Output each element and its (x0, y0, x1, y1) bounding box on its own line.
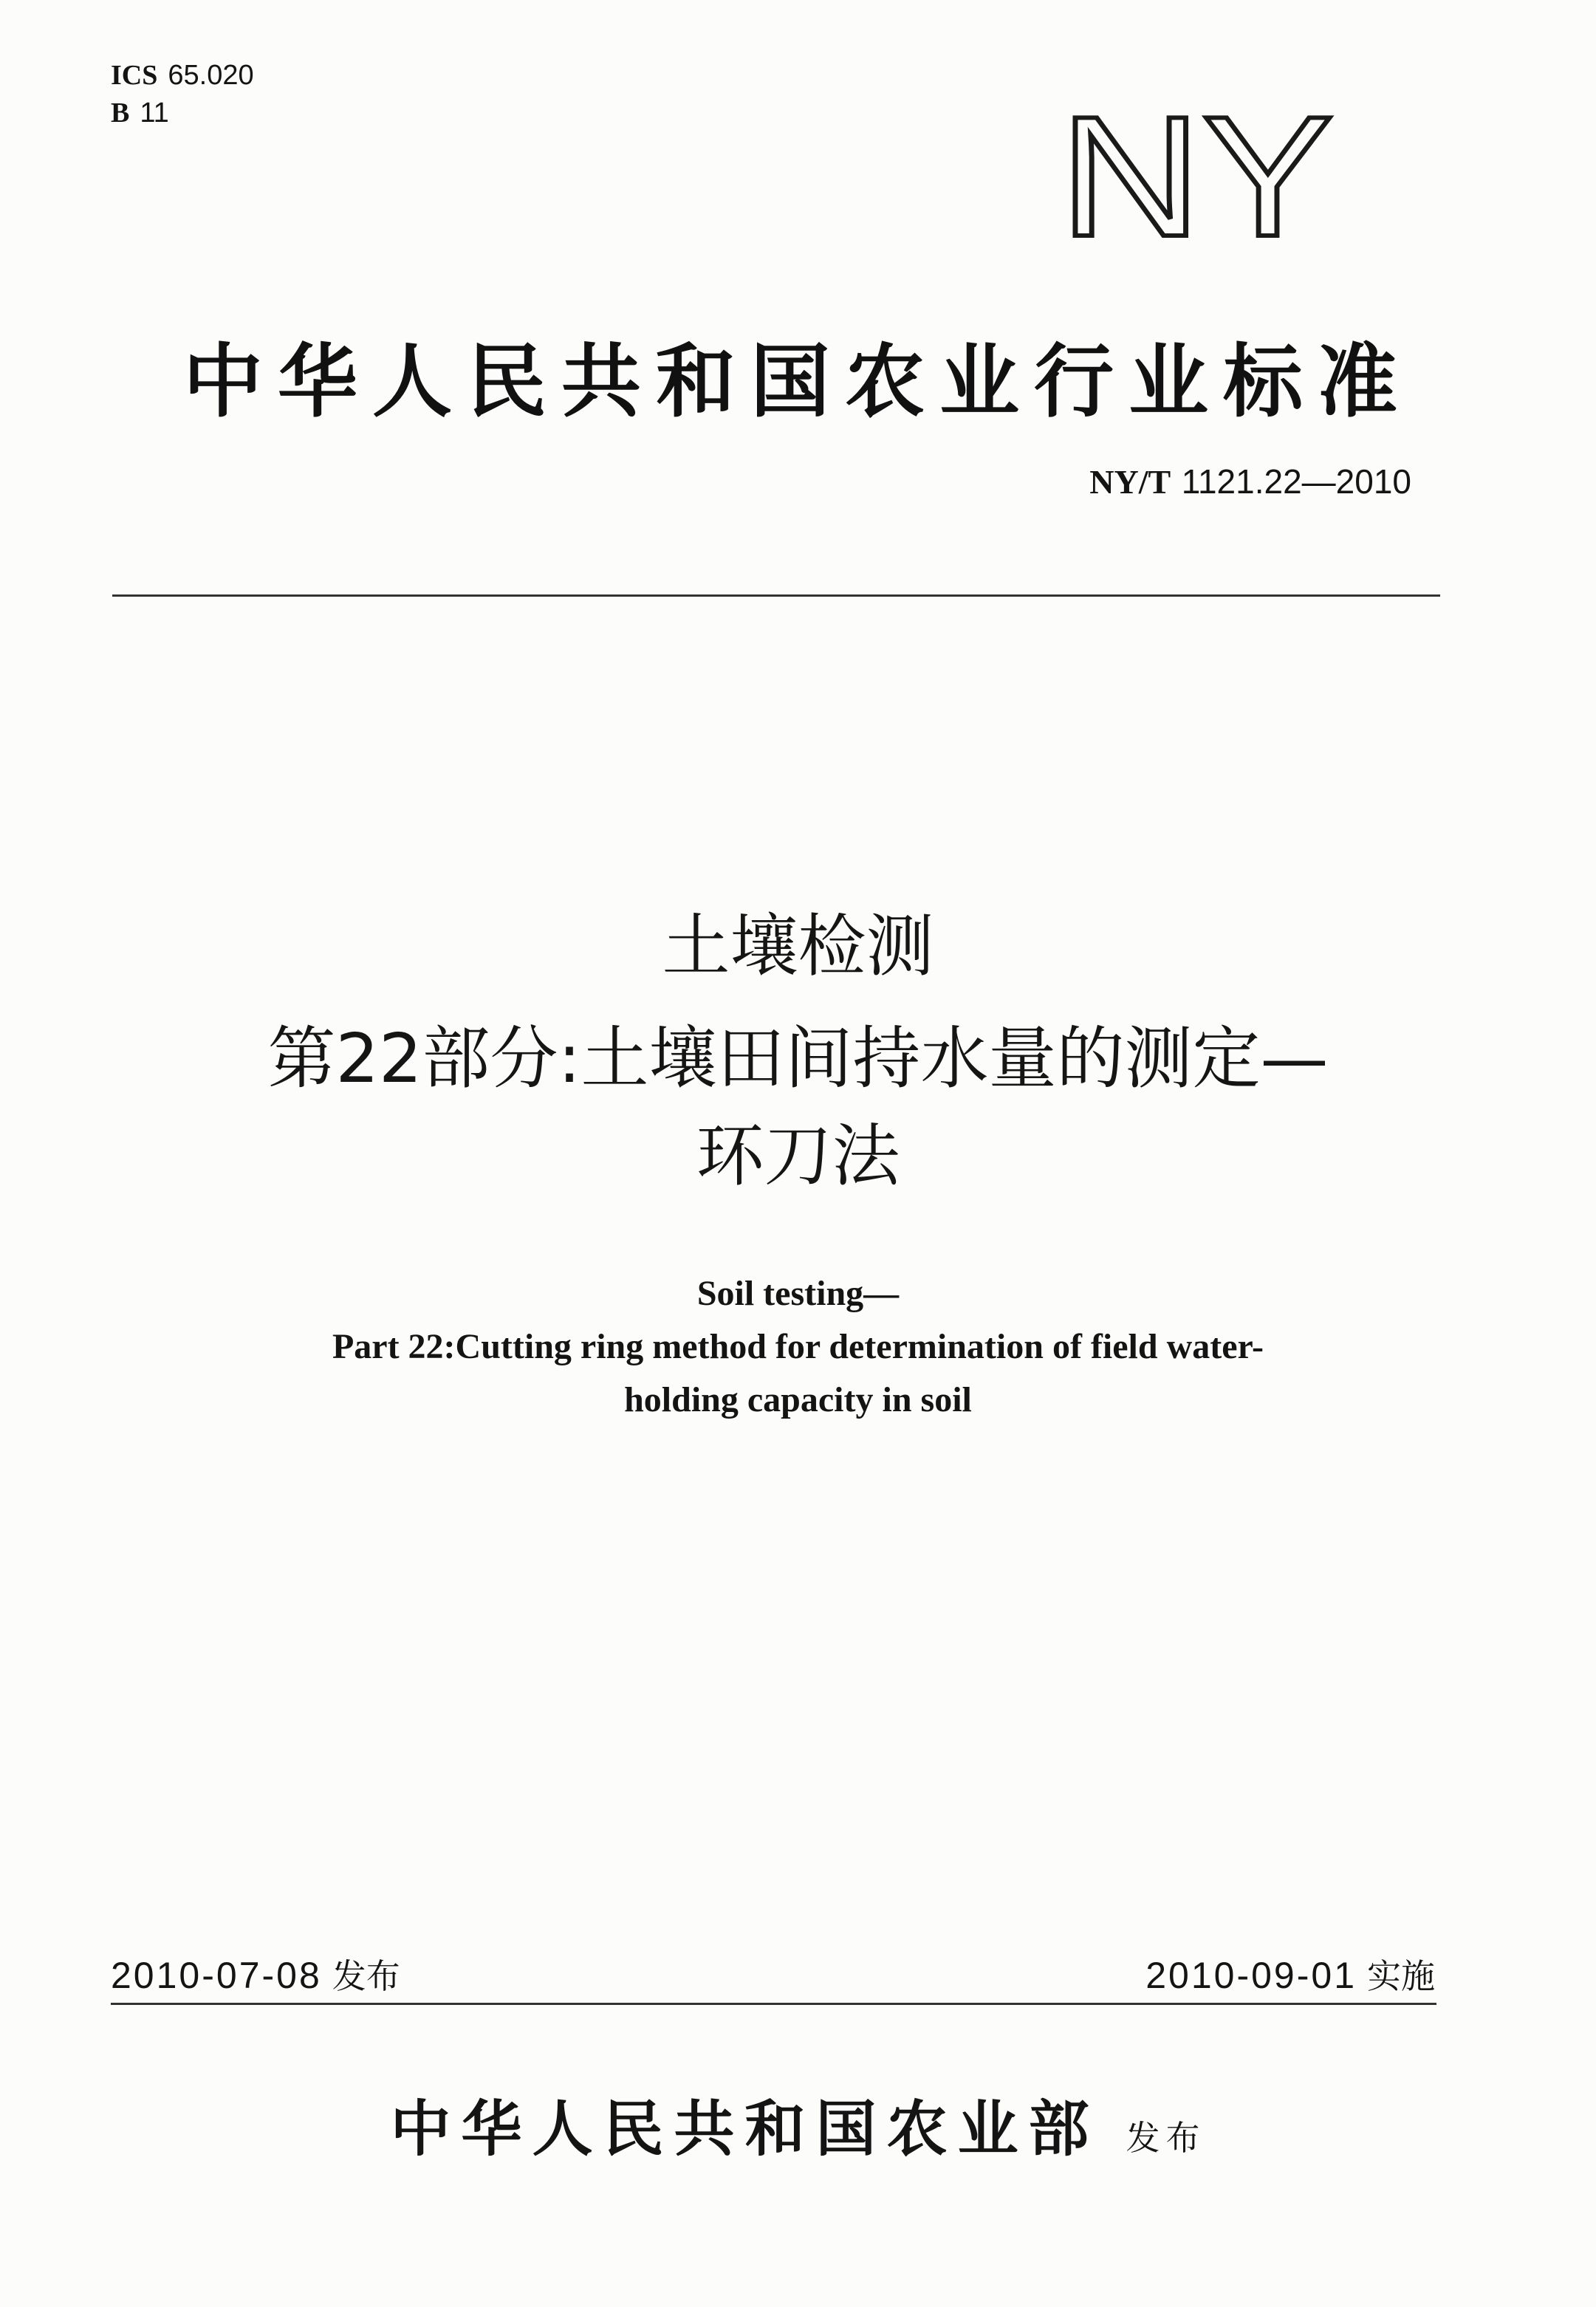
ny-logo (1056, 100, 1337, 247)
ics-value: 65.020 (168, 60, 254, 91)
en-title-line-1: Soil testing— (696, 1274, 900, 1313)
cn-title-line-2: 第22部分:土壤田间持水量的测定— (267, 1019, 1329, 1098)
issuer-org: 中华人民共和国农业部 (390, 2094, 1100, 2164)
effective-date: 2010-09-01 (1145, 1955, 1357, 1996)
ics-label: ICS (111, 60, 158, 91)
ccs-code (111, 94, 254, 131)
issuer-label: 发布 (1126, 2118, 1206, 2158)
effective-date-block (1145, 1950, 1435, 1998)
en-title-line-3: holding capacity in soil (624, 1380, 972, 1419)
cn-title-line-3: 环刀法 (696, 1117, 900, 1196)
en-title-line-2: Part 22:Cutting ring method for determination of field water- (332, 1327, 1264, 1366)
standard-code-number: 1121.22—2010 (1181, 462, 1411, 501)
standard-code (1089, 462, 1411, 501)
ccs-label: B (111, 97, 130, 128)
classification-codes (111, 56, 254, 131)
ccs-value: 11 (140, 97, 169, 128)
effective-label: 实施 (1367, 1956, 1435, 1996)
top-divider (112, 594, 1440, 597)
issue-date-block (111, 1950, 400, 1998)
standard-title: 中华人民共和国农业行业标准 (182, 335, 1412, 428)
cn-title-line-1: 土壤检测 (662, 907, 934, 986)
issue-label: 发布 (332, 1956, 400, 1996)
ny-logo-text: NY (1059, 100, 1334, 247)
ics-code (111, 56, 254, 94)
issue-date: 2010-07-08 (111, 1955, 322, 1996)
standard-code-prefix: NY/T (1089, 463, 1171, 501)
bottom-divider (111, 2003, 1436, 2005)
issuer (0, 2081, 1596, 2167)
